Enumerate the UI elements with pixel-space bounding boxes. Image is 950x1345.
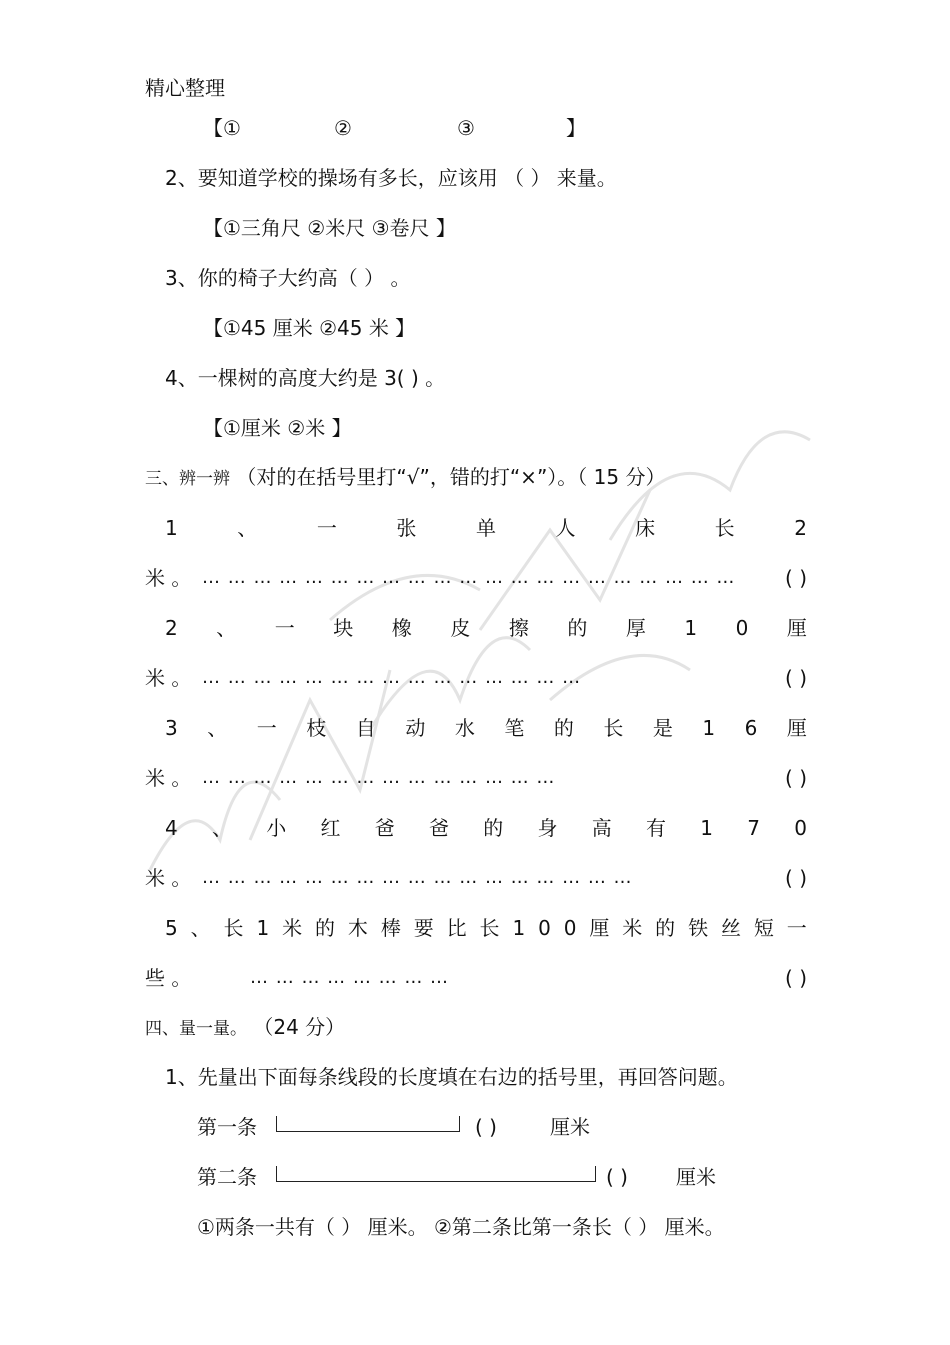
judge-char: 身: [537, 816, 558, 840]
judge-char: 比: [446, 916, 467, 940]
measure-subquestions: ①两条一共有（ ） 厘米。 ②第二条比第一条长（ ） 厘米。: [197, 1215, 725, 1239]
judge-char: 一: [786, 916, 807, 940]
judge-item-2-dots: … … … … … … … … … … … … … … …: [202, 667, 582, 688]
judge-char: 铁: [688, 916, 709, 940]
judge-char: 的: [567, 616, 588, 640]
line-segment-2: [276, 1166, 596, 1182]
judge-char: 高: [591, 816, 612, 840]
judge-char: 一: [316, 516, 337, 540]
judge-item-2-tail: 米 。: [145, 666, 192, 690]
judge-char: 、: [207, 716, 228, 740]
judge-char: 水: [454, 716, 475, 740]
line-1-blank: ( ): [475, 1115, 497, 1139]
q1-option-2: ②: [334, 116, 352, 140]
line-2-blank: ( ): [606, 1165, 628, 1189]
judge-char: 皮: [450, 616, 471, 640]
judge-char: 短: [753, 916, 774, 940]
judge-char: 木: [347, 916, 368, 940]
judge-char: 有: [645, 816, 666, 840]
judge-char: 米: [622, 916, 643, 940]
question-3-options: 【①45 厘米 ②45 米 】: [203, 316, 416, 340]
judge-char: 橡: [391, 616, 412, 640]
question-4-options: 【①厘米 ②米 】: [203, 416, 352, 440]
judge-item-4-line: [165, 816, 807, 840]
judge-char: 1: [165, 516, 178, 540]
judge-char: 要: [413, 916, 434, 940]
line-1-unit: 厘米: [550, 1115, 590, 1139]
judge-char: 1: [702, 716, 716, 740]
judge-char: 一: [256, 716, 277, 740]
judge-char: 0: [735, 616, 749, 640]
judge-char: 的: [553, 716, 574, 740]
judge-char: 动: [405, 716, 426, 740]
page-header: 精心整理: [145, 76, 225, 100]
line-1-label: 第一条: [197, 1115, 257, 1139]
judge-item-1-dots: … … … … … … … … … … … … … … … … … … … … …: [202, 567, 736, 588]
judge-char: 5: [165, 916, 178, 940]
judge-item-1-tail: 米 。: [145, 566, 192, 590]
judge-char: 笔: [504, 716, 525, 740]
line-2-unit: 厘米: [676, 1165, 716, 1189]
judge-char: 7: [747, 816, 760, 840]
section-4-title: 四、量一量。: [145, 1019, 247, 1039]
judge-char: 丝: [720, 916, 741, 940]
judge-char: 是: [652, 716, 673, 740]
judge-item-5-answer-blank[interactable]: ( ): [785, 966, 807, 990]
judge-char: 、: [216, 616, 237, 640]
judge-char: 长: [223, 916, 244, 940]
judge-item-5-dots: … … … … … … … …: [250, 967, 450, 988]
judge-char: 、: [211, 816, 232, 840]
judge-char: 2: [794, 516, 807, 540]
section-3-heading: [145, 465, 665, 491]
section-4-score: （24 分）: [253, 1015, 346, 1039]
question-2-options: 【①三角尺 ②米尺 ③卷尺 】: [203, 216, 456, 240]
question-4: 4、一棵树的高度大约是 3( ) 。: [165, 366, 446, 390]
question-3: 3、你的椅子大约高（ ） 。: [165, 266, 411, 290]
judge-char: 3: [165, 716, 178, 740]
section-3-title: 三、辨一辨: [145, 469, 230, 489]
judge-char: 的: [655, 916, 676, 940]
judge-char: 、: [190, 916, 211, 940]
judge-char: 厚: [625, 616, 646, 640]
judge-char: 长: [479, 916, 500, 940]
judge-item-5-tail: 些 。: [145, 966, 192, 990]
judge-char: 0: [563, 916, 577, 940]
judge-char: 1: [700, 816, 713, 840]
judge-char: 4: [165, 816, 178, 840]
judge-char: 爸: [374, 816, 395, 840]
judge-char: 块: [333, 616, 354, 640]
judge-char: 、: [237, 516, 258, 540]
judge-char: 1: [512, 916, 526, 940]
judge-item-2-line: [165, 616, 807, 640]
judge-item-5-line: [165, 916, 807, 940]
section-3-instruction: （对的在括号里打“√”，错的打“×”）。（ 15 分）: [236, 465, 666, 489]
q1-option-3: ③: [457, 116, 475, 140]
judge-char: 人: [555, 516, 576, 540]
judge-item-3-line: [165, 716, 807, 740]
judge-char: 厘: [786, 716, 807, 740]
judge-char: 床: [635, 516, 656, 540]
section-4-heading: [145, 1015, 345, 1041]
judge-item-4-dots: … … … … … … … … … … … … … … … … …: [202, 867, 633, 888]
judge-item-4-answer-blank[interactable]: ( ): [785, 866, 807, 890]
measure-question: 1、先量出下面每条线段的长度填在右边的括号里，再回答问题。: [165, 1065, 738, 1089]
judge-item-3-tail: 米 。: [145, 766, 192, 790]
judge-char: 0: [794, 816, 807, 840]
judge-item-1-answer-blank[interactable]: ( ): [785, 566, 807, 590]
judge-char: 小: [266, 816, 287, 840]
judge-char: 棒: [380, 916, 401, 940]
judge-char: 厘: [589, 916, 610, 940]
judge-item-3-dots: … … … … … … … … … … … … … …: [202, 767, 556, 788]
judge-char: 米: [282, 916, 303, 940]
judge-char: 红: [320, 816, 341, 840]
judge-char: 长: [714, 516, 735, 540]
judge-char: 单: [475, 516, 496, 540]
judge-char: 张: [396, 516, 417, 540]
judge-char: 2: [165, 616, 178, 640]
judge-char: 的: [315, 916, 335, 940]
judge-char: 0: [538, 916, 551, 940]
q1-option-close: 】: [566, 116, 586, 140]
judge-char: 的: [483, 816, 504, 840]
judge-char: 1: [256, 916, 270, 940]
judge-char: 6: [744, 716, 758, 740]
judge-char: 枝: [306, 716, 327, 740]
q1-option-1: 【①: [203, 116, 241, 140]
judge-item-3-answer-blank[interactable]: ( ): [785, 766, 807, 790]
judge-char: 一: [274, 616, 295, 640]
judge-char: 长: [603, 716, 624, 740]
question-2: 2、要知道学校的操场有多长，应该用 （ ） 来量。: [165, 166, 617, 190]
judge-char: 擦: [508, 616, 529, 640]
judge-char: 1: [684, 616, 698, 640]
judge-char: 爸: [428, 816, 449, 840]
judge-item-1-line: [165, 516, 807, 540]
judge-char: 厘: [786, 616, 807, 640]
judge-char: 自: [355, 716, 376, 740]
line-segment-1: [276, 1116, 460, 1132]
judge-item-4-tail: 米 。: [145, 866, 192, 890]
line-2-label: 第二条: [197, 1165, 257, 1189]
judge-item-2-answer-blank[interactable]: ( ): [785, 666, 807, 690]
